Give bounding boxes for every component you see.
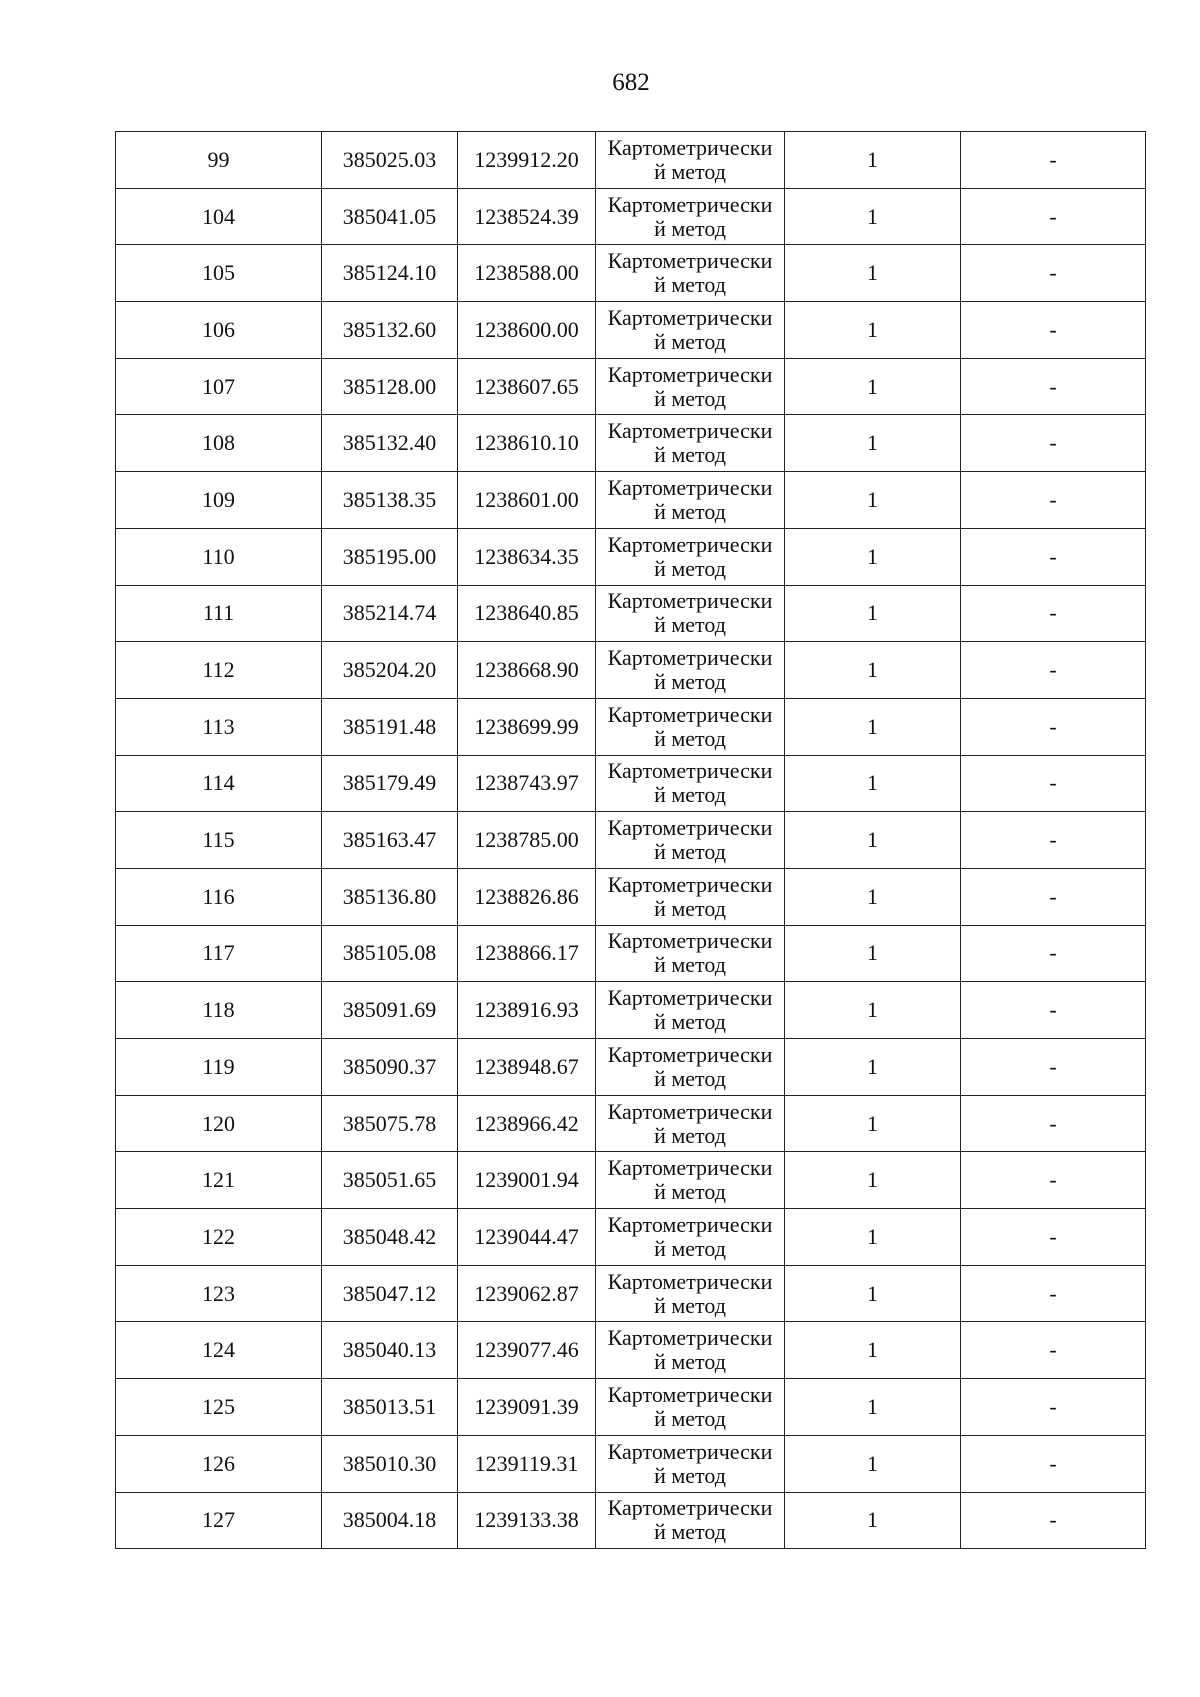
point-number-cell: 107 [116,358,322,415]
x-coordinate-cell: 385051.65 [322,1152,458,1209]
method-line-1: Картометрически [607,1268,773,1294]
y-coordinate-cell: 1238610.10 [458,415,596,472]
y-coordinate-cell: 1238866.17 [458,925,596,982]
x-coordinate-cell: 385138.35 [322,472,458,529]
method-cell [596,585,785,642]
method-cell [596,1379,785,1436]
x-coordinate-cell: 385090.37 [322,1039,458,1096]
method-line-1: Картометрически [607,474,773,500]
table-row [116,1322,1146,1379]
point-number-cell: 119 [116,1039,322,1096]
method-line-1: Картометрически [607,304,773,330]
y-coordinate-cell: 1238607.65 [458,358,596,415]
method-cell [596,358,785,415]
method-line-1: Картометрически [607,815,773,841]
point-number-cell: 125 [116,1379,322,1436]
note-cell: - [961,415,1146,472]
method-line-2: й метод [654,498,726,524]
method-cell [596,472,785,529]
table-row [116,132,1146,189]
note-cell: - [961,1209,1146,1266]
point-number-cell: 127 [116,1492,322,1549]
method-line-2: й метод [654,272,726,298]
x-coordinate-cell: 385128.00 [322,358,458,415]
accuracy-cell: 1 [785,1209,961,1266]
accuracy-cell: 1 [785,698,961,755]
coordinates-table-body [116,132,1146,1549]
method-line-1: Картометрически [607,1438,773,1464]
point-number-cell: 116 [116,868,322,925]
method-line-1: Картометрически [607,701,773,727]
x-coordinate-cell: 385132.60 [322,302,458,359]
table-row [116,1379,1146,1436]
table-row [116,1265,1146,1322]
x-coordinate-cell: 385136.80 [322,868,458,925]
method-line-1: Картометрически [607,588,773,614]
table-row [116,1152,1146,1209]
method-line-2: й метод [654,215,726,241]
y-coordinate-cell: 1239133.38 [458,1492,596,1549]
method-cell [596,1095,785,1152]
note-cell: - [961,1152,1146,1209]
note-cell: - [961,812,1146,869]
note-cell: - [961,245,1146,302]
table-row [116,812,1146,869]
method-cell [596,528,785,585]
method-cell [596,1039,785,1096]
method-line-2: й метод [654,555,726,581]
y-coordinate-cell: 1239912.20 [458,132,596,189]
note-cell: - [961,1039,1146,1096]
point-number-cell: 114 [116,755,322,812]
method-cell [596,982,785,1039]
x-coordinate-cell: 385048.42 [322,1209,458,1266]
x-coordinate-cell: 385040.13 [322,1322,458,1379]
accuracy-cell: 1 [785,302,961,359]
method-cell [596,925,785,982]
accuracy-cell: 1 [785,585,961,642]
table-row [116,1492,1146,1549]
method-line-1: Картометрически [607,1495,773,1521]
point-number-cell: 110 [116,528,322,585]
point-number-cell: 117 [116,925,322,982]
accuracy-cell: 1 [785,528,961,585]
method-line-2: й метод [654,612,726,638]
method-cell [596,812,785,869]
accuracy-cell: 1 [785,245,961,302]
method-cell [596,1209,785,1266]
y-coordinate-cell: 1238916.93 [458,982,596,1039]
method-line-2: й метод [654,839,726,865]
method-cell [596,1435,785,1492]
accuracy-cell: 1 [785,188,961,245]
method-line-2: й метод [654,952,726,978]
note-cell: - [961,358,1146,415]
accuracy-cell: 1 [785,358,961,415]
method-line-2: й метод [654,442,726,468]
method-cell [596,1152,785,1209]
table-row [116,925,1146,982]
method-line-1: Картометрически [607,1041,773,1067]
method-line-1: Картометрически [607,1325,773,1351]
table-row [116,755,1146,812]
method-line-1: Картометрически [607,1381,773,1407]
x-coordinate-cell: 385195.00 [322,528,458,585]
coordinates-table [115,131,1146,1549]
note-cell: - [961,982,1146,1039]
method-cell [596,1492,785,1549]
accuracy-cell: 1 [785,868,961,925]
method-cell [596,415,785,472]
x-coordinate-cell: 385204.20 [322,642,458,699]
y-coordinate-cell: 1238601.00 [458,472,596,529]
table-row [116,415,1146,472]
note-cell: - [961,698,1146,755]
point-number-cell: 106 [116,302,322,359]
accuracy-cell: 1 [785,1039,961,1096]
point-number-cell: 111 [116,585,322,642]
y-coordinate-cell: 1238600.00 [458,302,596,359]
note-cell: - [961,755,1146,812]
x-coordinate-cell: 385041.05 [322,188,458,245]
y-coordinate-cell: 1239062.87 [458,1265,596,1322]
note-cell: - [961,925,1146,982]
method-line-2: й метод [654,1292,726,1318]
note-cell: - [961,642,1146,699]
accuracy-cell: 1 [785,1095,961,1152]
y-coordinate-cell: 1238588.00 [458,245,596,302]
method-cell [596,642,785,699]
table-row [116,188,1146,245]
y-coordinate-cell: 1238743.97 [458,755,596,812]
note-cell: - [961,188,1146,245]
method-line-2: й метод [654,1065,726,1091]
point-number-cell: 126 [116,1435,322,1492]
method-line-2: й метод [654,1009,726,1035]
y-coordinate-cell: 1239091.39 [458,1379,596,1436]
table-row [116,585,1146,642]
method-cell [596,188,785,245]
method-line-1: Картометрически [607,928,773,954]
method-line-2: й метод [654,782,726,808]
method-line-2: й метод [654,158,726,184]
y-coordinate-cell: 1239077.46 [458,1322,596,1379]
note-cell: - [961,1379,1146,1436]
accuracy-cell: 1 [785,925,961,982]
method-line-2: й метод [654,895,726,921]
table-row [116,982,1146,1039]
point-number-cell: 105 [116,245,322,302]
x-coordinate-cell: 385163.47 [322,812,458,869]
y-coordinate-cell: 1238640.85 [458,585,596,642]
y-coordinate-cell: 1238826.86 [458,868,596,925]
accuracy-cell: 1 [785,472,961,529]
point-number-cell: 123 [116,1265,322,1322]
table-row [116,358,1146,415]
accuracy-cell: 1 [785,1435,961,1492]
y-coordinate-cell: 1239001.94 [458,1152,596,1209]
y-coordinate-cell: 1238966.42 [458,1095,596,1152]
method-cell [596,755,785,812]
x-coordinate-cell: 385124.10 [322,245,458,302]
accuracy-cell: 1 [785,415,961,472]
point-number-cell: 104 [116,188,322,245]
note-cell: - [961,1435,1146,1492]
x-coordinate-cell: 385191.48 [322,698,458,755]
method-line-1: Картометрически [607,1211,773,1237]
x-coordinate-cell: 385025.03 [322,132,458,189]
table-row [116,1435,1146,1492]
y-coordinate-cell: 1239044.47 [458,1209,596,1266]
y-coordinate-cell: 1238524.39 [458,188,596,245]
page-number: 682 [612,69,650,96]
y-coordinate-cell: 1238634.35 [458,528,596,585]
table-row [116,302,1146,359]
accuracy-cell: 1 [785,1265,961,1322]
y-coordinate-cell: 1238948.67 [458,1039,596,1096]
method-line-1: Картометрически [607,418,773,444]
method-line-2: й метод [654,1179,726,1205]
accuracy-cell: 1 [785,1492,961,1549]
method-line-1: Картометрически [607,985,773,1011]
method-cell [596,245,785,302]
point-number-cell: 113 [116,698,322,755]
note-cell: - [961,302,1146,359]
point-number-cell: 108 [116,415,322,472]
note-cell: - [961,1492,1146,1549]
table-row [116,698,1146,755]
point-number-cell: 115 [116,812,322,869]
x-coordinate-cell: 385132.40 [322,415,458,472]
point-number-cell: 121 [116,1152,322,1209]
point-number-cell: 124 [116,1322,322,1379]
y-coordinate-cell: 1239119.31 [458,1435,596,1492]
point-number-cell: 112 [116,642,322,699]
method-cell [596,1322,785,1379]
table-row [116,245,1146,302]
method-line-2: й метод [654,725,726,751]
y-coordinate-cell: 1238785.00 [458,812,596,869]
accuracy-cell: 1 [785,1152,961,1209]
table-row [116,868,1146,925]
note-cell: - [961,472,1146,529]
accuracy-cell: 1 [785,1379,961,1436]
x-coordinate-cell: 385004.18 [322,1492,458,1549]
y-coordinate-cell: 1238699.99 [458,698,596,755]
method-line-1: Картометрически [607,1155,773,1181]
method-line-2: й метод [654,385,726,411]
method-line-1: Картометрически [607,531,773,557]
point-number-cell: 122 [116,1209,322,1266]
method-cell [596,698,785,755]
x-coordinate-cell: 385010.30 [322,1435,458,1492]
table-row [116,1039,1146,1096]
point-number-cell: 118 [116,982,322,1039]
method-line-1: Картометрически [607,1098,773,1124]
method-cell [596,868,785,925]
method-line-1: Картометрически [607,645,773,671]
method-line-1: Картометрически [607,871,773,897]
accuracy-cell: 1 [785,642,961,699]
x-coordinate-cell: 385047.12 [322,1265,458,1322]
accuracy-cell: 1 [785,812,961,869]
note-cell: - [961,585,1146,642]
point-number-cell: 99 [116,132,322,189]
method-line-2: й метод [654,1405,726,1431]
method-line-1: Картометрически [607,134,773,160]
note-cell: - [961,528,1146,585]
table-row [116,472,1146,529]
table-row [116,1095,1146,1152]
x-coordinate-cell: 385013.51 [322,1379,458,1436]
method-line-2: й метод [654,1349,726,1375]
method-line-1: Картометрически [607,191,773,217]
x-coordinate-cell: 385214.74 [322,585,458,642]
y-coordinate-cell: 1238668.90 [458,642,596,699]
accuracy-cell: 1 [785,132,961,189]
note-cell: - [961,868,1146,925]
method-line-1: Картометрически [607,361,773,387]
note-cell: - [961,1095,1146,1152]
x-coordinate-cell: 385091.69 [322,982,458,1039]
note-cell: - [961,132,1146,189]
point-number-cell: 120 [116,1095,322,1152]
accuracy-cell: 1 [785,982,961,1039]
method-cell [596,302,785,359]
method-cell [596,1265,785,1322]
method-line-2: й метод [654,1235,726,1261]
x-coordinate-cell: 385105.08 [322,925,458,982]
method-cell [596,132,785,189]
note-cell: - [961,1265,1146,1322]
method-line-2: й метод [654,1122,726,1148]
table-row [116,1209,1146,1266]
method-line-2: й метод [654,328,726,354]
x-coordinate-cell: 385179.49 [322,755,458,812]
method-line-1: Картометрически [607,248,773,274]
accuracy-cell: 1 [785,755,961,812]
note-cell: - [961,1322,1146,1379]
method-line-2: й метод [654,669,726,695]
table-row [116,528,1146,585]
method-line-2: й метод [654,1519,726,1545]
method-line-2: й метод [654,1462,726,1488]
x-coordinate-cell: 385075.78 [322,1095,458,1152]
point-number-cell: 109 [116,472,322,529]
method-line-1: Картометрически [607,758,773,784]
accuracy-cell: 1 [785,1322,961,1379]
table-row [116,642,1146,699]
